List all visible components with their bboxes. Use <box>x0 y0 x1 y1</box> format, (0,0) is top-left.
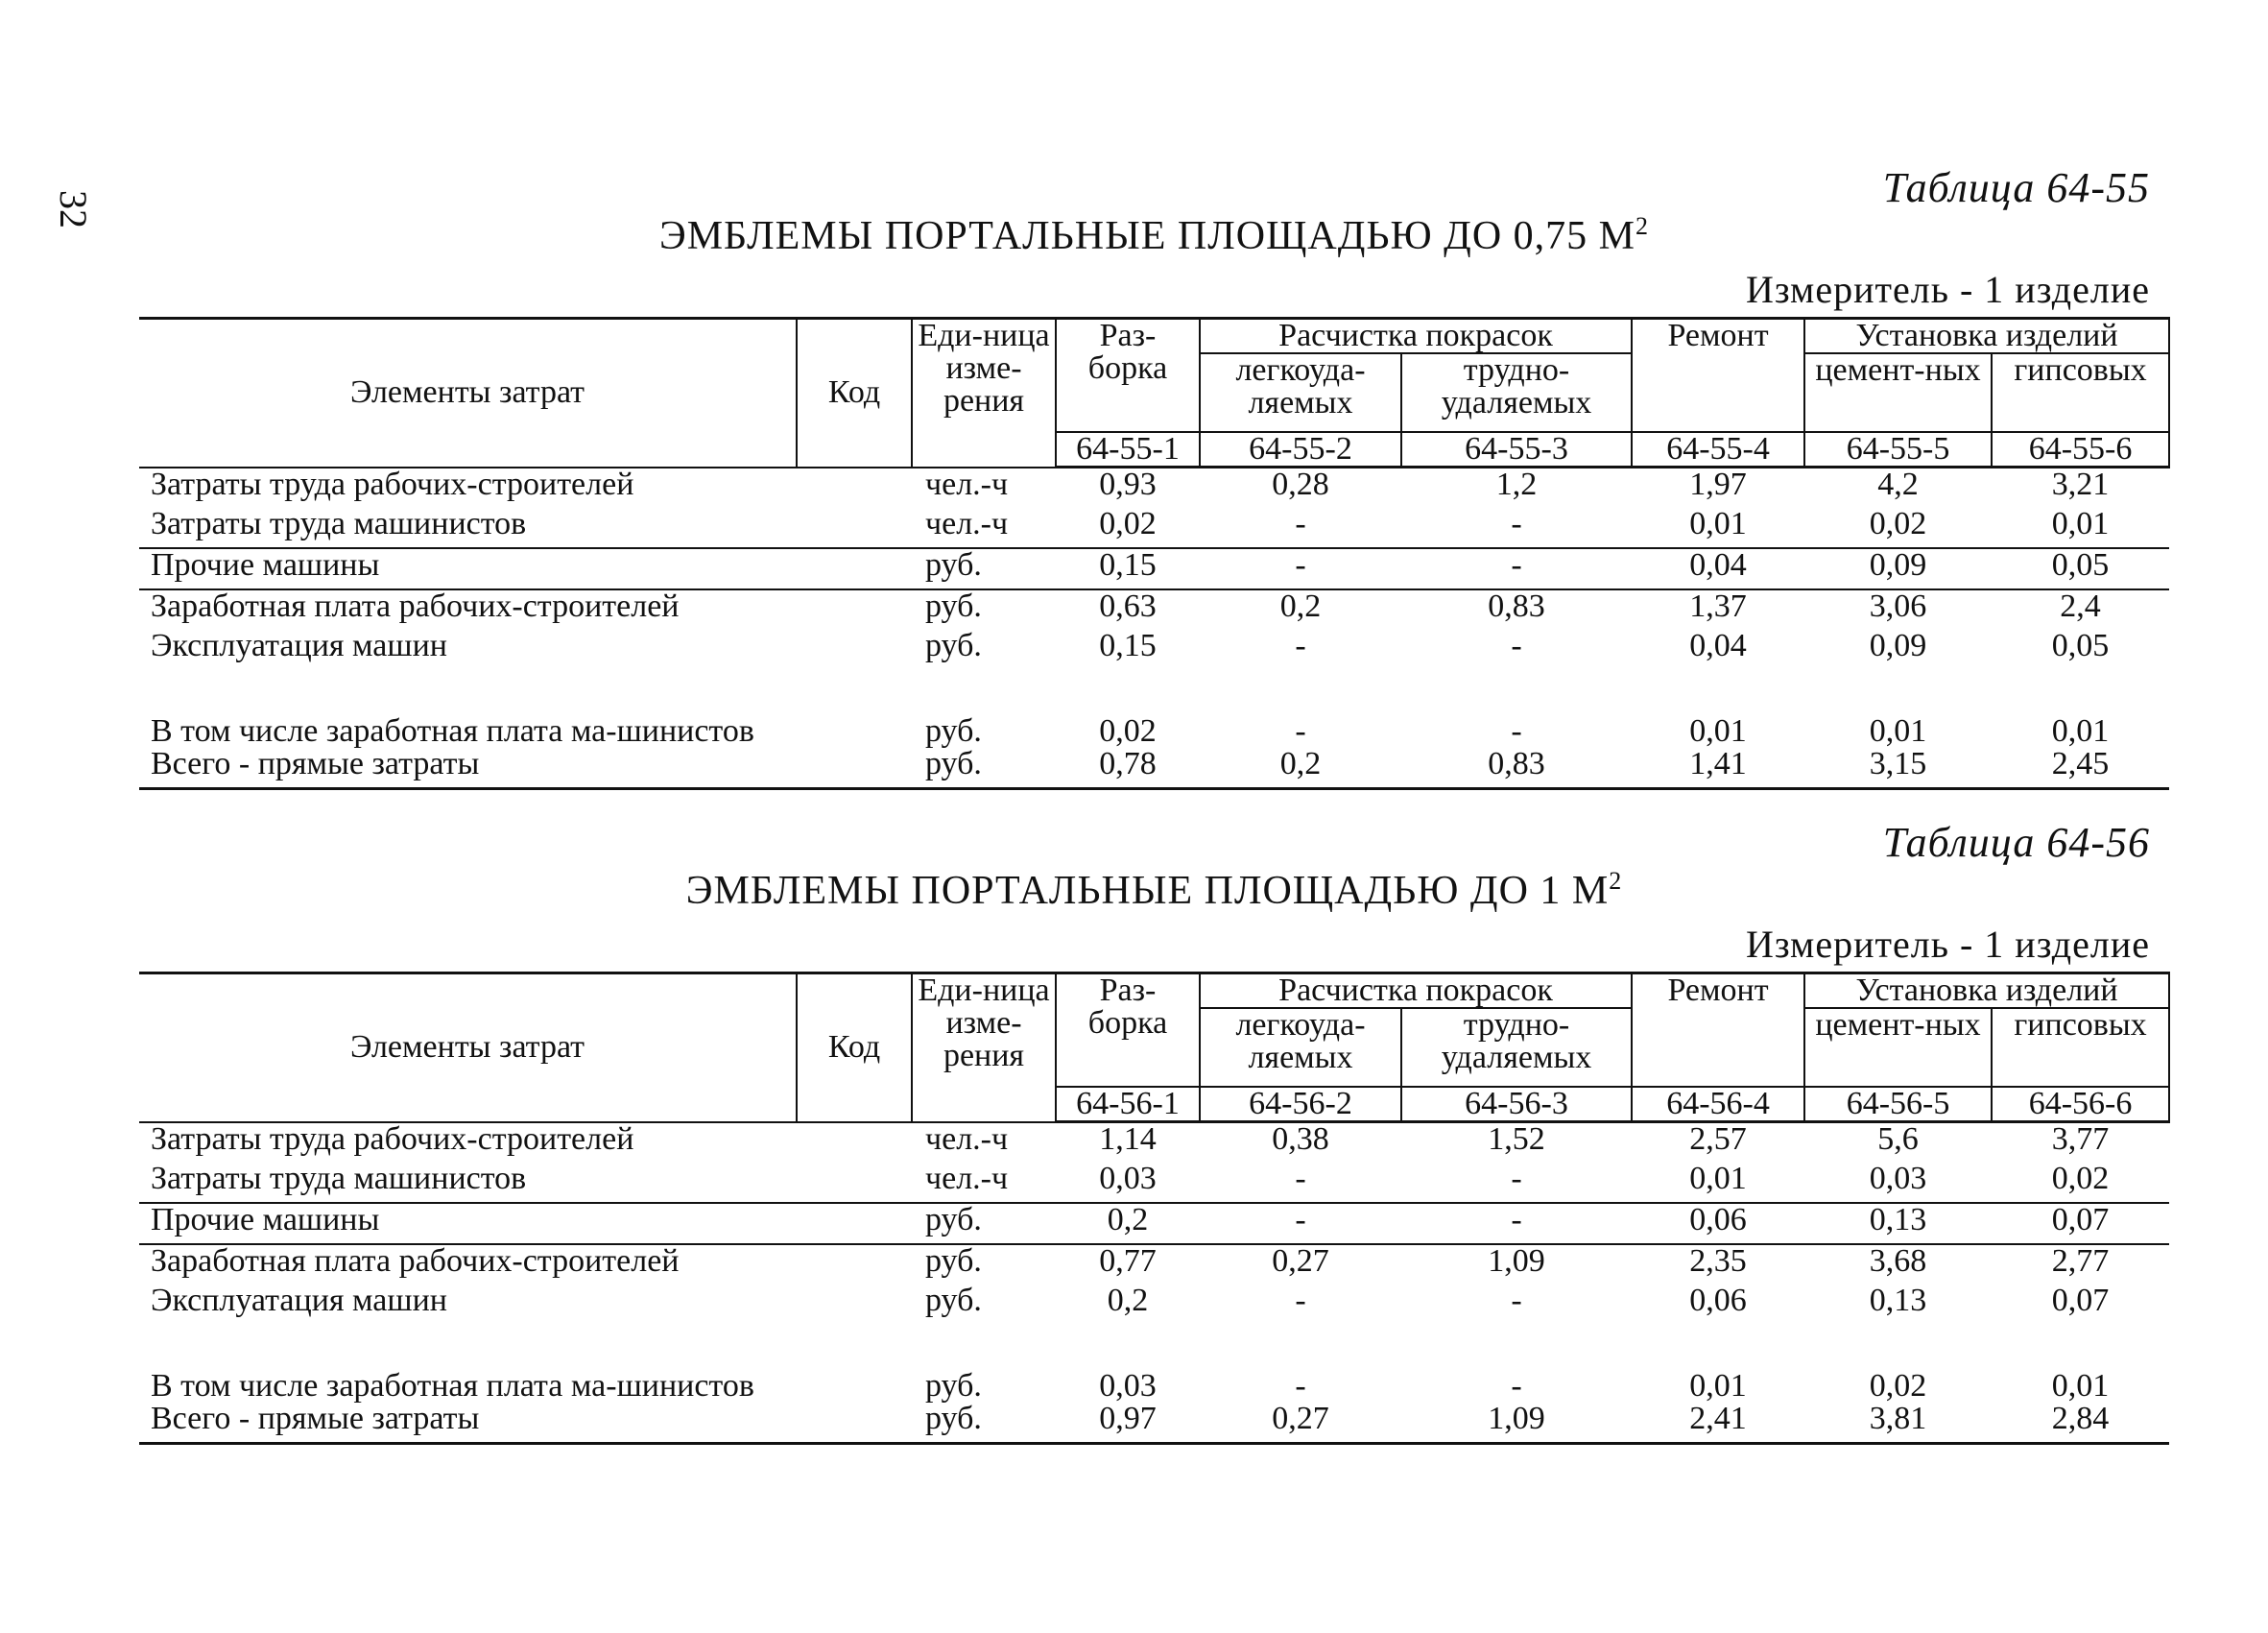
row-value: 0,04 <box>1632 548 1804 589</box>
row-unit: чел.-ч <box>925 1121 1009 1157</box>
row-value: 0,02 <box>1869 508 1927 541</box>
row-unit: руб. <box>925 630 982 663</box>
row-value: 0,27 <box>1200 1244 1401 1285</box>
row-value: 4,2 <box>1877 467 1919 502</box>
row-value: 0,83 <box>1401 589 1632 630</box>
header-code: Код <box>797 973 912 1122</box>
header-ustanovka: Установка изделий <box>1804 973 2169 1009</box>
row-unit: чел.-ч <box>925 1163 1009 1196</box>
row-name: Затраты труда машинистов <box>151 508 527 541</box>
row-value: 2,45 <box>1992 748 2169 789</box>
row-name: Прочие машины <box>139 548 797 589</box>
row-value: 0,02 <box>1099 508 1157 541</box>
row-value: 0,27 <box>1200 1403 1401 1444</box>
code-cell: 64-55-5 <box>1804 432 1992 468</box>
row-value: - <box>1295 1285 1306 1318</box>
table-row <box>139 1244 2169 1285</box>
row-value: 0,06 <box>1689 1285 1747 1318</box>
row-value: 0,77 <box>1056 1244 1200 1285</box>
row-unit: руб. <box>925 1368 982 1403</box>
cost-table <box>139 972 2170 1445</box>
row-value: 0,02 <box>1869 1368 1927 1403</box>
row-value: 0,01 <box>1689 713 1747 748</box>
row-value: 0,2 <box>1107 1285 1149 1318</box>
table-title <box>139 213 2169 259</box>
row-unit: руб. <box>912 1403 1056 1444</box>
table-row <box>139 669 2169 748</box>
row-value: 2,84 <box>1992 1403 2169 1444</box>
cost-table <box>139 317 2170 790</box>
row-name: Затраты труда машинистов <box>151 1163 527 1196</box>
table-row <box>139 468 2169 509</box>
row-value: - <box>1511 630 1522 663</box>
row-value: 1,09 <box>1401 1244 1632 1285</box>
row-value: 0,05 <box>1992 548 2169 589</box>
row-unit: руб. <box>912 748 1056 789</box>
code-cell: 64-56-4 <box>1632 1087 1804 1122</box>
row-value: 2,35 <box>1632 1244 1804 1285</box>
code-cell: 64-55-2 <box>1200 432 1401 468</box>
header-raschistka: Расчистка покрасок <box>1200 319 1632 354</box>
row-value: 0,09 <box>1804 548 1992 589</box>
table-row <box>139 748 2169 789</box>
table-title-sup: 2 <box>1609 867 1623 895</box>
code-cell: 64-56-3 <box>1401 1087 1632 1122</box>
table-row <box>139 1122 2169 1164</box>
header-elements: Элементы затрат <box>139 973 797 1122</box>
row-name: Затраты труда рабочих-строителей <box>151 1121 634 1157</box>
row-value: - <box>1295 1368 1306 1403</box>
row-name: Эксплуатация машин <box>151 1285 447 1318</box>
table-title <box>139 868 2169 914</box>
row-value: 3,06 <box>1804 589 1992 630</box>
code-cell: 64-56-2 <box>1200 1087 1401 1122</box>
table-title-sup: 2 <box>1635 212 1649 240</box>
row-name: Прочие машины <box>139 1203 797 1244</box>
row-value: 0,01 <box>1689 1368 1747 1403</box>
row-value: 0,02 <box>2051 1163 2110 1196</box>
row-value: - <box>1511 508 1522 541</box>
row-value: 1,14 <box>1099 1121 1157 1157</box>
row-value: - <box>1511 1163 1522 1196</box>
header-raschistka: Расчистка покрасок <box>1200 973 1632 1009</box>
row-value: - <box>1200 548 1401 589</box>
row-value: 1,41 <box>1632 748 1804 789</box>
row-value: 0,13 <box>1804 1203 1992 1244</box>
row-value: 3,21 <box>2051 467 2110 502</box>
table-row <box>139 508 2169 548</box>
header-elements: Элементы затрат <box>139 319 797 468</box>
table-row <box>139 1403 2169 1444</box>
row-name: В том числе заработная плата ма-шинистов <box>151 1368 754 1403</box>
row-value: 0,63 <box>1056 589 1200 630</box>
row-value: 0,13 <box>1869 1285 1927 1318</box>
header-unit: Еди-ница изме-рения <box>912 973 1056 1122</box>
row-unit: руб. <box>925 1285 982 1318</box>
header-razborka: Раз-борка <box>1056 319 1200 433</box>
row-value: - <box>1295 713 1306 748</box>
header-cement: цемент-ных <box>1804 1008 1992 1087</box>
code-cell: 64-56-5 <box>1804 1087 1992 1122</box>
table-row <box>139 548 2169 589</box>
row-value: 0,03 <box>1099 1368 1157 1403</box>
row-unit: руб. <box>912 1244 1056 1285</box>
table-meter: Измеритель - 1 изделие <box>1745 268 2150 311</box>
row-value: 0,28 <box>1272 467 1329 502</box>
header-gips: гипсовых <box>1992 1008 2169 1087</box>
row-unit: чел.-ч <box>925 467 1009 502</box>
row-value: 0,83 <box>1401 748 1632 789</box>
header-cement: цемент-ных <box>1804 353 1992 432</box>
row-value: 0,97 <box>1056 1403 1200 1444</box>
row-value: 0,06 <box>1632 1203 1804 1244</box>
row-value: - <box>1401 548 1632 589</box>
header-gips: гипсовых <box>1992 353 2169 432</box>
row-value: 2,41 <box>1632 1403 1804 1444</box>
table-title-text: ЭМБЛЕМЫ ПОРТАЛЬНЫЕ ПЛОЩАДЬЮ ДО 1 М <box>685 869 1610 913</box>
code-cell: 64-55-3 <box>1401 432 1632 468</box>
code-cell: 64-55-6 <box>1992 432 2169 468</box>
header-code: Код <box>797 319 912 468</box>
header-remont: Ремонт <box>1632 319 1804 433</box>
row-value: 3,81 <box>1804 1403 1992 1444</box>
row-name: В том числе заработная плата ма-шинистов <box>151 713 754 748</box>
row-value: 0,01 <box>1689 1163 1747 1196</box>
row-value: - <box>1200 1203 1401 1244</box>
row-value: - <box>1511 1285 1522 1318</box>
row-value: 0,2 <box>1200 748 1401 789</box>
row-value: - <box>1295 1163 1306 1196</box>
row-value: - <box>1401 1203 1632 1244</box>
row-value: 0,01 <box>2051 508 2110 541</box>
row-value: 0,02 <box>1099 713 1157 748</box>
row-value: - <box>1295 630 1306 663</box>
header-ustanovka: Установка изделий <box>1804 319 2169 354</box>
row-name: Всего - прямые затраты <box>139 748 797 789</box>
row-value: 0,15 <box>1099 630 1157 663</box>
row-value: 0,03 <box>1869 1163 1927 1196</box>
row-value: 0,38 <box>1272 1121 1329 1157</box>
header-trudno: трудно-удаляемых <box>1401 353 1632 432</box>
table-row <box>139 1203 2169 1244</box>
row-value: 1,2 <box>1495 467 1538 502</box>
row-unit: руб. <box>925 713 982 748</box>
row-value: 0,2 <box>1056 1203 1200 1244</box>
row-value: - <box>1295 508 1306 541</box>
row-name: Эксплуатация машин <box>151 630 447 663</box>
row-value: 0,09 <box>1869 630 1927 663</box>
row-value: - <box>1511 713 1522 748</box>
row-unit: руб. <box>912 548 1056 589</box>
code-cell: 64-55-1 <box>1056 432 1200 468</box>
row-value: 0,04 <box>1689 630 1747 663</box>
row-value: 0,01 <box>1869 713 1927 748</box>
header-legko: легкоуда-ляемых <box>1200 353 1401 432</box>
table-label: Таблица 64-55 <box>1882 164 2150 211</box>
row-value: 0,15 <box>1056 548 1200 589</box>
header-unit: Еди-ница изме-рения <box>912 319 1056 468</box>
row-value: 0,07 <box>1992 1203 2169 1244</box>
table-row <box>139 1324 2169 1403</box>
header-razborka: Раз-борка <box>1056 973 1200 1088</box>
table-section-64-55 <box>139 163 2169 816</box>
row-value: 2,4 <box>1992 589 2169 630</box>
row-name: Затраты труда рабочих-строителей <box>151 467 634 502</box>
row-unit: руб. <box>912 1203 1056 1244</box>
row-value: 0,03 <box>1099 1163 1157 1196</box>
table-label: Таблица 64-56 <box>1882 819 2150 866</box>
table-section-64-56 <box>139 818 2169 1471</box>
row-value: - <box>1511 1368 1522 1403</box>
row-value: 0,2 <box>1200 589 1401 630</box>
row-value: 0,01 <box>2051 1368 2110 1403</box>
row-value: 2,57 <box>1689 1121 1747 1157</box>
table-row <box>139 1163 2169 1203</box>
row-name: Заработная плата рабочих-строителей <box>139 1244 797 1285</box>
table-title-text: ЭМБЛЕМЫ ПОРТАЛЬНЫЕ ПЛОЩАДЬЮ ДО 0,75 М <box>658 214 1635 258</box>
code-cell: 64-56-6 <box>1992 1087 2169 1122</box>
page-number: 32 <box>52 190 95 228</box>
row-value: 0,93 <box>1099 467 1157 502</box>
row-value: 0,01 <box>1689 508 1747 541</box>
row-name: Всего - прямые затраты <box>139 1403 797 1444</box>
row-unit: руб. <box>912 589 1056 630</box>
row-value: 0,05 <box>2051 630 2110 663</box>
row-value: 0,78 <box>1056 748 1200 789</box>
row-value: 0,07 <box>2051 1285 2110 1318</box>
row-value: 3,15 <box>1804 748 1992 789</box>
table-row <box>139 589 2169 630</box>
row-value: 1,09 <box>1401 1403 1632 1444</box>
table-row <box>139 630 2169 669</box>
header-remont: Ремонт <box>1632 973 1804 1088</box>
row-value: 3,77 <box>2051 1121 2110 1157</box>
row-value: 1,37 <box>1632 589 1804 630</box>
code-cell: 64-55-4 <box>1632 432 1804 468</box>
row-value: 0,01 <box>2051 713 2110 748</box>
row-value: 1,52 <box>1488 1121 1545 1157</box>
row-value: 2,77 <box>1992 1244 2169 1285</box>
header-trudno: трудно-удаляемых <box>1401 1008 1632 1087</box>
table-meter: Измеритель - 1 изделие <box>1745 923 2150 966</box>
row-value: 5,6 <box>1877 1121 1919 1157</box>
code-cell: 64-56-1 <box>1056 1087 1200 1122</box>
row-name: Заработная плата рабочих-строителей <box>139 589 797 630</box>
table-row <box>139 1285 2169 1324</box>
row-value: 3,68 <box>1804 1244 1992 1285</box>
row-value: 1,97 <box>1689 467 1747 502</box>
row-unit: чел.-ч <box>925 508 1009 541</box>
header-legko: легкоуда-ляемых <box>1200 1008 1401 1087</box>
